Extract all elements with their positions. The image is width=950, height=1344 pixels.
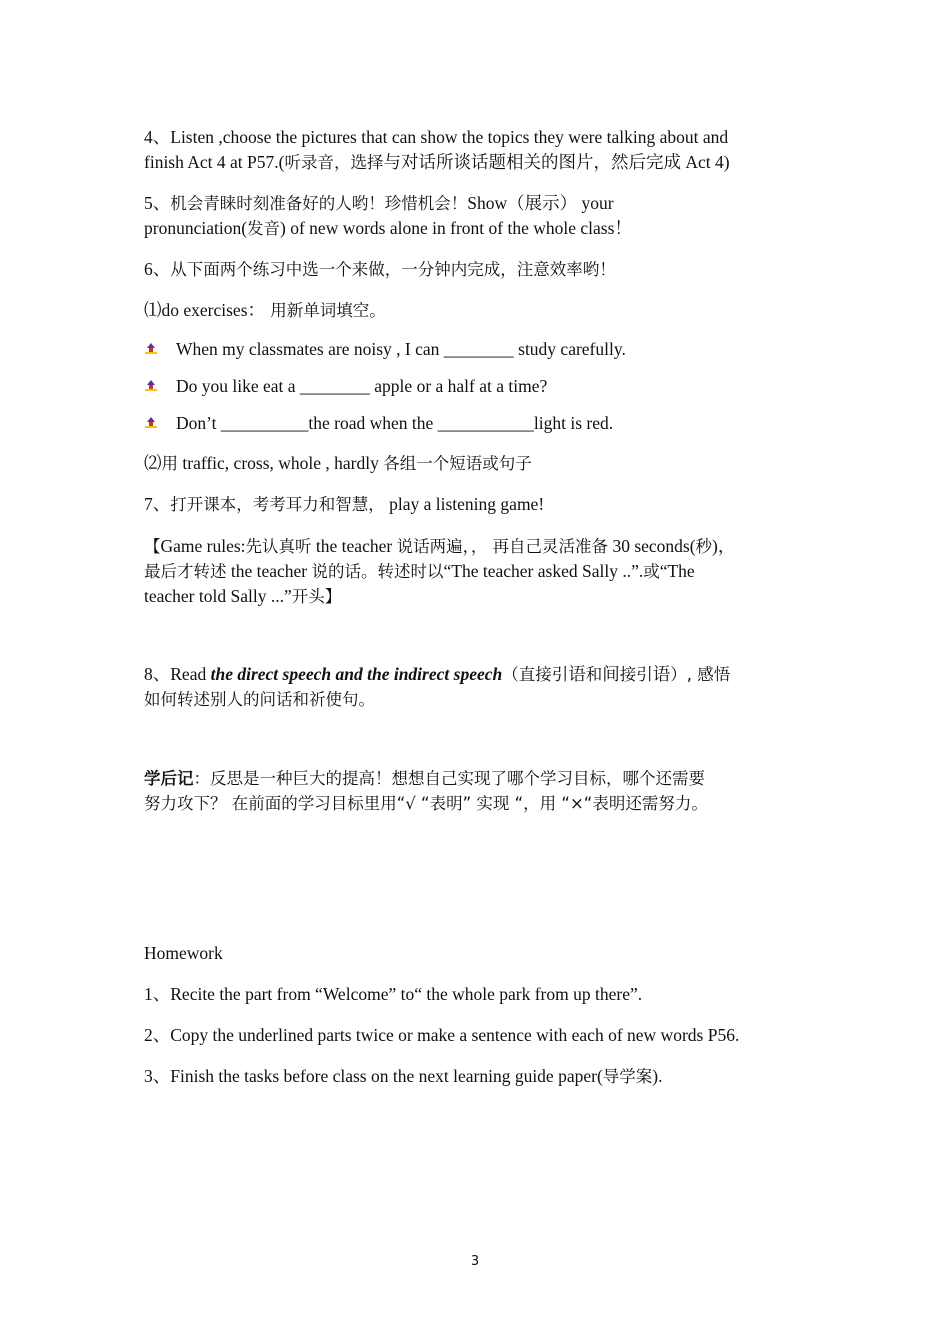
bullet-item: Don’t __________the road when the ___________light is red. — [144, 411, 824, 436]
reflection-note: 学后记：反思是一种巨大的提高！想想自己实现了哪个学习目标，哪个还需要 努力攻下？ 在前面的学习目标里用“√ “表明” 实现 “，用 “×“表明还需努力。 — [144, 769, 708, 813]
bullet-arrow-icon — [144, 416, 158, 430]
bullet-arrow-icon — [144, 342, 158, 356]
item-5 — [144, 191, 824, 241]
reflection-label: 学后记 — [144, 769, 194, 788]
game-rules: 【Game rules:先认真听 the teacher 说话两遍，， 再自己灵活准备 30 seconds(秒)， 最后才转述 the teacher 说的话。转述时以“The teacher asked Sally ..”.或“The teacher told Sally ...”开头】 — [144, 536, 736, 606]
homework-item: 3、Finish the tasks before class on the next learning guide paper(导学案). — [144, 1066, 663, 1086]
item-6: 6、从下面两个练习中选一个来做，一分钟内完成，注意效率哟！ — [144, 259, 616, 279]
item-4-line1: 4、Listen ,choose the pictures that can show the topics they were talking about and — [144, 127, 729, 147]
homework-title: Homework — [144, 943, 223, 963]
item-7: 7、打开课本，考考耳力和智慧， play a listening game! — [144, 494, 545, 514]
exercise-2: ⑵用 traffic, cross, whole , hardly 各组一个短语或句子 — [144, 453, 532, 473]
bullet-item: When my classmates are noisy , I can ________ study carefully. — [144, 337, 824, 362]
bullet-arrow-icon — [144, 379, 158, 393]
homework-item: 1、Recite the part from “Welcome” to“ the whole park from up there”. — [144, 984, 643, 1004]
exercise-1-heading: ⑴do exercises： 用新单词填空。 — [144, 300, 386, 320]
item-4 — [144, 125, 824, 175]
item-5-line2: pronunciation(发音) of new words alone in front of the whole class！ — [144, 218, 632, 238]
page-number: 3 — [470, 1254, 480, 1269]
item-8: 8、Read the direct speech and the indirect speech（直接引语和间接引语）, 感悟 如何转述别人的问话和祈使句。 — [144, 664, 731, 709]
item-4-line2: finish Act 4 at P57.(听录音，选择与对话所谈话题相关的图片，然后完成 Act 4) — [144, 152, 730, 172]
homework-item: 2、Copy the underlined parts twice or make a sentence with each of new words P56. — [144, 1025, 740, 1045]
bullet-item: Do you like eat a ________ apple or a half at a time? — [144, 374, 824, 399]
item-5-line1: 5、机会青睐时刻准备好的人哟！珍惜机会！Show（展示） your — [144, 193, 614, 213]
